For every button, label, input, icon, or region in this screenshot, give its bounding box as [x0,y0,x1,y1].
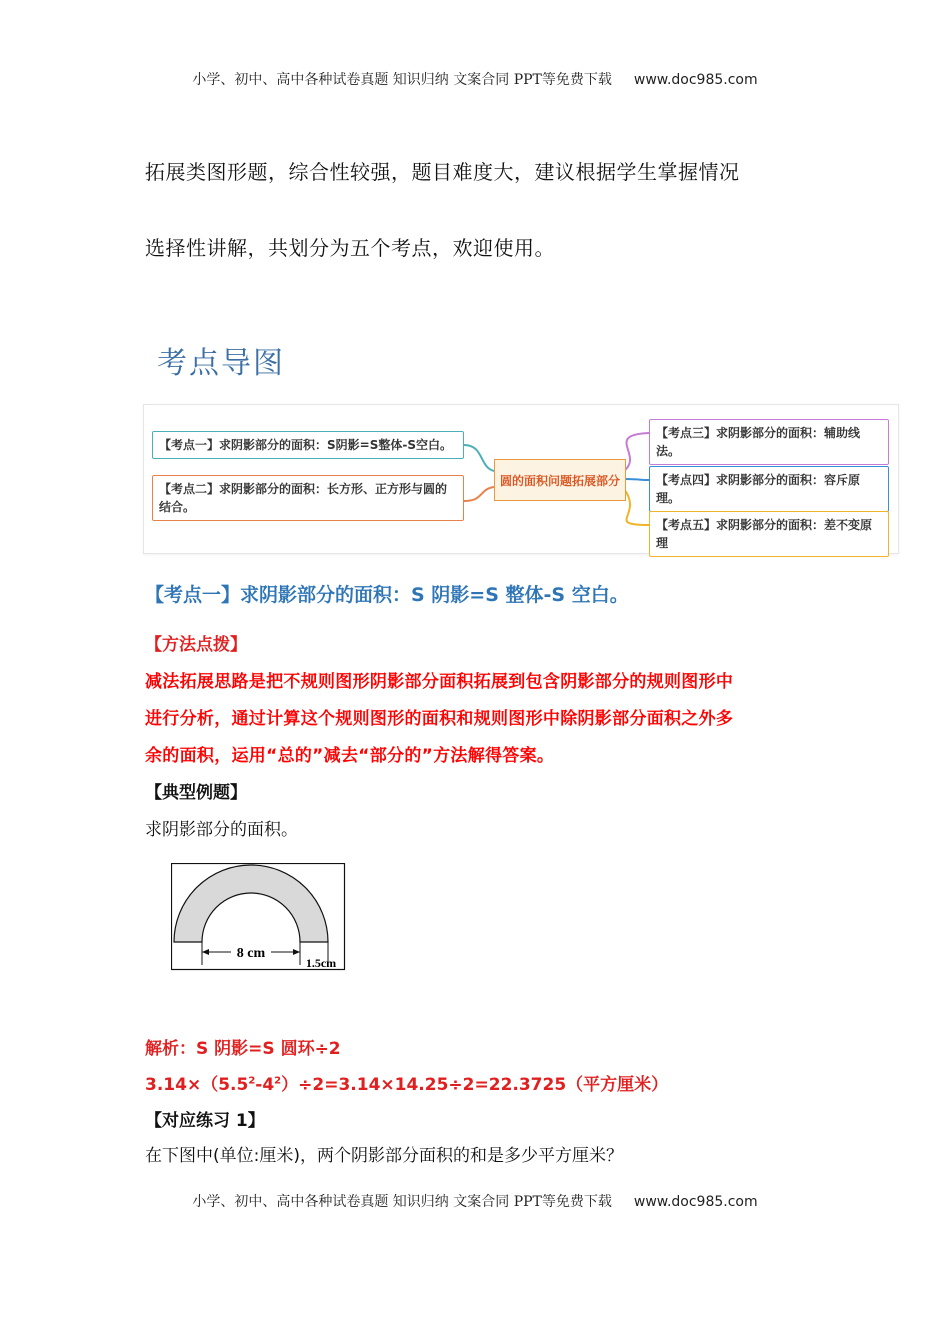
analysis-part-b: -4 [255,1075,275,1095]
guide-title: 考点导图 [157,346,285,381]
header-site-link[interactable]: www.doc985.com [633,72,758,88]
intro-line-1: 拓展类图形题，综合性较强，题目难度大，建议根据学生掌握情况 [145,160,740,184]
analysis-part-c: ）÷2=3.14×14.25÷2=22.3725（平方厘米） [281,1075,669,1095]
practice-question: 在下图中(单位:厘米)，两个阴影部分面积的和是多少平方厘米？ [145,1146,623,1166]
page-header [0,69,950,89]
semi-annulus-figure [171,863,347,971]
footer-site-link[interactable]: www.doc985.com [633,1194,758,1210]
example-question: 求阴影部分的面积。 [145,820,298,840]
figure-inner-label: 8 cm [236,946,266,961]
method-label: 【方法点拨】 [145,635,247,655]
analysis-part-a: 3.14×（5.5 [145,1075,249,1095]
mind-map [143,404,899,554]
mind-map-node-3: 【考点三】求阴影部分的面积：辅助线法。 [649,419,889,465]
mind-map-node-2: 【考点二】求阴影部分的面积：长方形、正方形与圆的结合。 [152,475,464,521]
mind-map-node-5: 【考点五】求阴影部分的面积：差不变原理 [649,511,889,557]
section-title: 【考点一】求阴影部分的面积：S 阴影=S 整体-S 空白。 [145,584,629,606]
method-line-1: 减法拓展思路是把不规则图形阴影部分面积拓展到包含阴影部分的规则图形中 [145,672,734,692]
example-label: 【典型例题】 [145,783,247,803]
analysis-sup-1: 2 [248,1075,256,1087]
practice-label: 【对应练习 1】 [145,1111,265,1131]
analysis-line-2 [145,1070,668,1095]
mind-map-center-node: 圆的面积问题拓展部分 [494,459,626,501]
intro-line-2: 选择性讲解，共划分为五个考点，欢迎使用。 [145,236,555,260]
mind-map-node-1: 【考点一】求阴影部分的面积：S阴影=S整体-S空白。 [152,431,464,459]
header-text: 小学、初中、高中各种试卷真题 知识归纳 文案合同 PPT等免费下载 [192,72,612,88]
analysis-sup-2: 2 [274,1075,282,1087]
page-footer [0,1191,950,1211]
method-line-2: 进行分析，通过计算这个规则图形的面积和规则图形中除阴影部分面积之外多 [145,709,734,729]
analysis-line-1: 解析：S 阴影=S 圆环÷2 [145,1039,341,1059]
footer-text: 小学、初中、高中各种试卷真题 知识归纳 文案合同 PPT等免费下载 [192,1194,612,1210]
method-line-3: 余的面积，运用“总的”减去“部分的”方法解得答案。 [145,746,555,766]
mind-map-node-4: 【考点四】求阴影部分的面积：容斥原理。 [649,466,889,512]
figure-width-label: 1.5cm [305,956,337,970]
